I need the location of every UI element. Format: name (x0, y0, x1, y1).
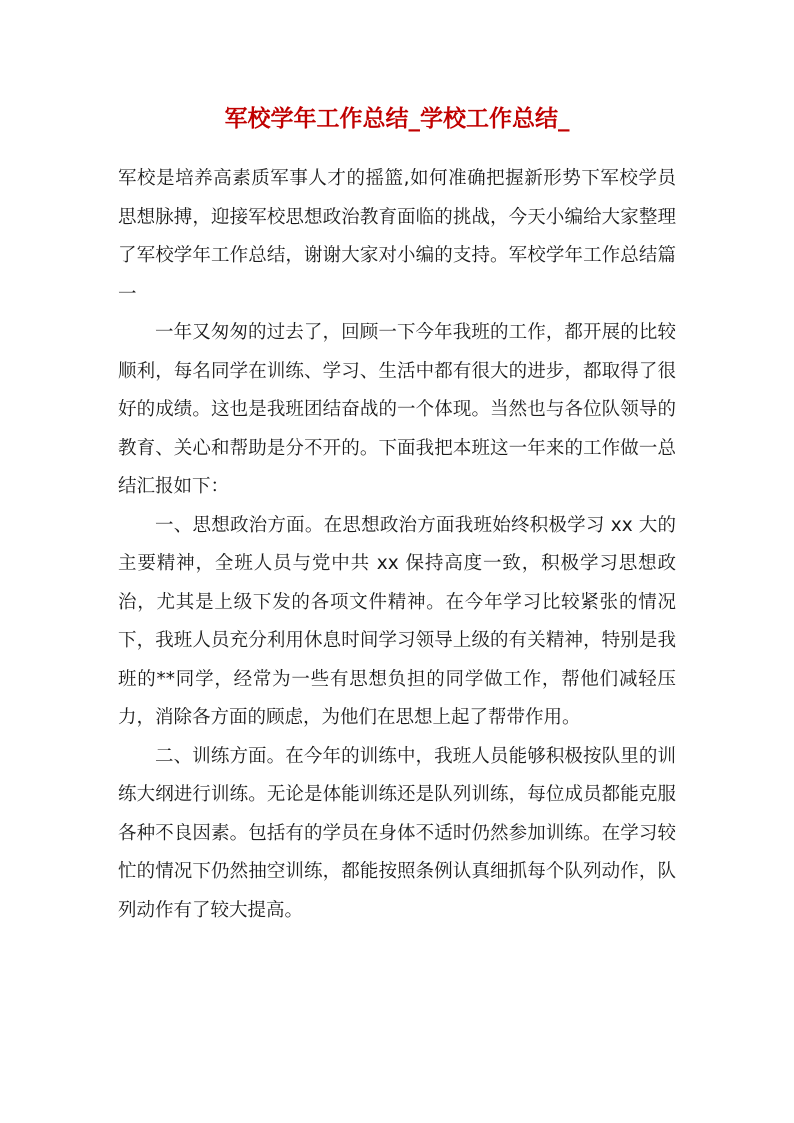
paragraph-political: 一、思想政治方面。在思想政治方面我班始终积极学习 xx 大的主要精神，全班人员与党中共 xx 保持高度一致，积极学习思想政治，尤其是上级下发的各项文件精神。在今年学习比较紧张的情况下，我班人员充分利用休息时间学习领导上级的有关精神，特别是我班的**同学，经常为一些有思想负担的同学做工作，帮他们减轻压力，消除各方面的顾虑，为他们在思想上起了帮带作用。 (118, 514, 676, 728)
paragraph-overview: 一年又匆匆的过去了，回顾一下今年我班的工作，都开展的比较顺利，每名同学在训练、学习、生活中都有很大的进步，都取得了很好的成绩。这也是我班团结奋战的一个体现。当然也与各位队领导的教育、关心和帮助是分不开的。下面我把本班这一年来的工作做一总结汇报如下： (118, 322, 676, 497)
document-title: 军校学年工作总结_学校工作总结_ (224, 105, 570, 132)
paragraph-training: 二、训练方面。在今年的训练中，我班人员能够积极按队里的训练大纲进行训练。无论是体能训练还是队列训练，每位成员都能克服各种不良因素。包括有的学员在身体不适时仍然参加训练。在学习较忙的情况下仍然抽空训练，都能按照条例认真细抓每个队列动作，队列动作有了较大提高。 (118, 745, 676, 921)
document-body (118, 160, 676, 930)
paragraph-intro: 军校是培养高素质军事人才的摇篮,如何准确把握新形势下军校学员思想脉搏，迎接军校思想政治教育面临的挑战，今天小编给大家整理了军校学年工作总结，谢谢大家对小编的支持。军校学年工作总结篇一 (118, 168, 676, 305)
